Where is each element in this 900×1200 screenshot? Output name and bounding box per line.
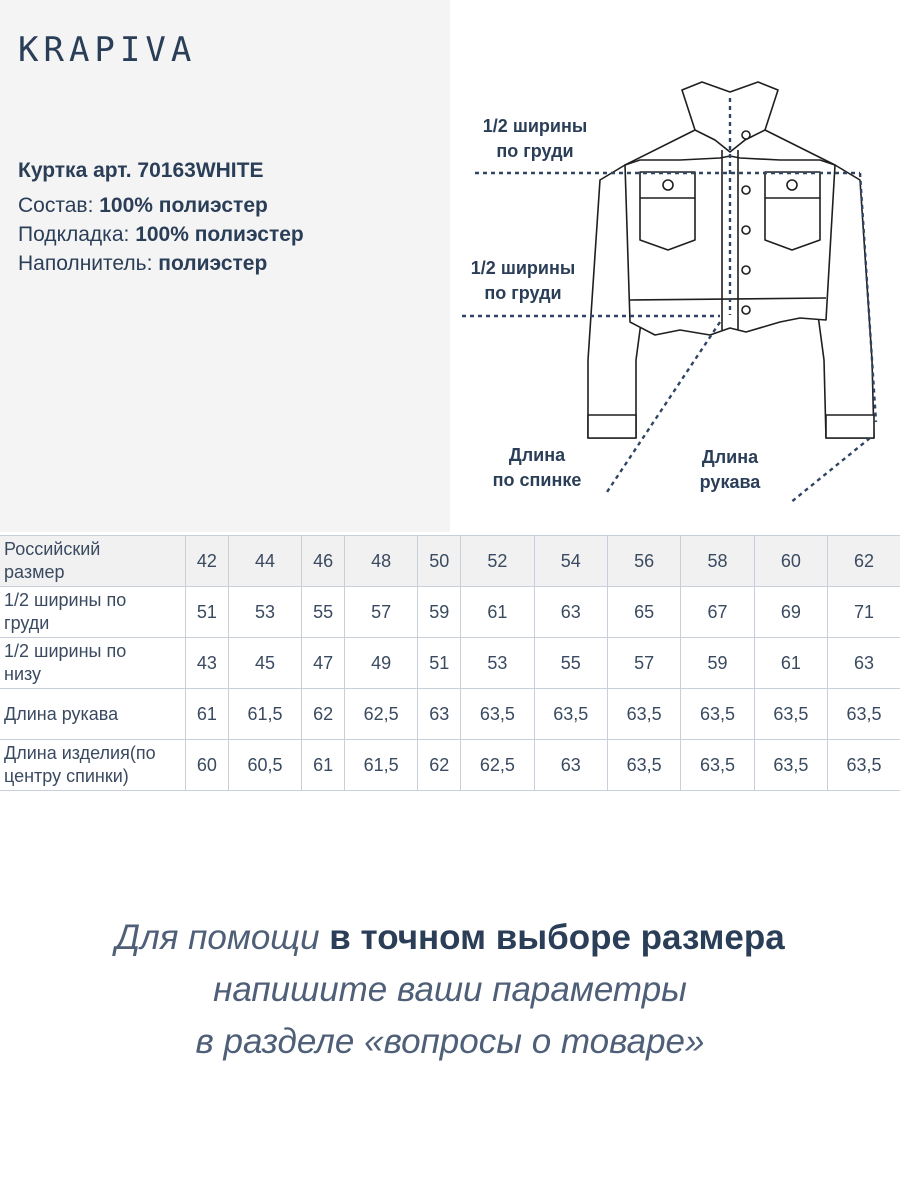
value-cell: 45 xyxy=(228,638,301,689)
value-cell: 63 xyxy=(534,587,607,638)
filling-line: Наполнитель: полиэстер xyxy=(18,252,268,275)
value-cell: 63 xyxy=(418,689,461,740)
value-cell: 43 xyxy=(186,638,229,689)
label-chest-top: 1/2 ширины по груди xyxy=(482,116,588,161)
value-cell: 62 xyxy=(418,740,461,791)
help-line-1: Для помощи в точном выборе размера xyxy=(115,918,785,957)
value-cell: 63,5 xyxy=(828,689,900,740)
value-cell: 59 xyxy=(681,638,754,689)
product-title: Куртка арт. 70163WHITE xyxy=(18,159,264,182)
table-row xyxy=(0,638,900,689)
lining-line: Подкладка: 100% полиэстер xyxy=(18,223,304,246)
size-cell: 44 xyxy=(228,536,301,587)
row-label: Длина рукава xyxy=(0,689,186,740)
size-cell: 62 xyxy=(828,536,900,587)
size-cell: 56 xyxy=(607,536,680,587)
size-cell: 58 xyxy=(681,536,754,587)
composition-value: 100% полиэстер xyxy=(99,194,268,217)
value-cell: 57 xyxy=(345,587,418,638)
value-cell: 61 xyxy=(186,689,229,740)
value-cell: 63,5 xyxy=(607,740,680,791)
value-cell: 51 xyxy=(418,638,461,689)
composition-line: Состав: 100% полиэстер xyxy=(18,194,268,217)
size-cell: 52 xyxy=(461,536,534,587)
table-row xyxy=(0,689,900,740)
filling-value: полиэстер xyxy=(158,252,268,275)
value-cell: 61,5 xyxy=(228,689,301,740)
value-cell: 63,5 xyxy=(461,689,534,740)
value-cell: 65 xyxy=(607,587,680,638)
value-cell: 62 xyxy=(302,689,345,740)
size-cell: 48 xyxy=(345,536,418,587)
value-cell: 61 xyxy=(302,740,345,791)
row-label: 1/2 ширины по низу xyxy=(0,638,186,689)
label-sleeve-length: Длина рукава xyxy=(699,447,761,492)
table-row xyxy=(0,740,900,791)
value-cell: 62,5 xyxy=(461,740,534,791)
size-cell: 50 xyxy=(418,536,461,587)
value-cell: 63,5 xyxy=(754,740,827,791)
value-cell: 62,5 xyxy=(345,689,418,740)
size-table xyxy=(0,535,900,791)
value-cell: 63,5 xyxy=(681,740,754,791)
size-cell: 54 xyxy=(534,536,607,587)
size-cell: 42 xyxy=(186,536,229,587)
row-label: 1/2 ширины по груди xyxy=(0,587,186,638)
size-cell: 46 xyxy=(302,536,345,587)
value-cell: 63 xyxy=(828,638,900,689)
product-info xyxy=(18,156,304,278)
value-cell: 61 xyxy=(461,587,534,638)
value-cell: 63,5 xyxy=(681,689,754,740)
value-cell: 63,5 xyxy=(828,740,900,791)
value-cell: 60 xyxy=(186,740,229,791)
value-cell: 53 xyxy=(461,638,534,689)
value-cell: 63,5 xyxy=(534,689,607,740)
value-cell: 61,5 xyxy=(345,740,418,791)
value-cell: 57 xyxy=(607,638,680,689)
value-cell: 69 xyxy=(754,587,827,638)
value-cell: 63 xyxy=(534,740,607,791)
brand-logo: KRAPIVA xyxy=(18,30,197,70)
help-line-2: напишите ваши параметры xyxy=(213,970,687,1009)
table-row xyxy=(0,587,900,638)
table-header-label: Российский размер xyxy=(0,536,186,587)
value-cell: 67 xyxy=(681,587,754,638)
value-cell: 47 xyxy=(302,638,345,689)
value-cell: 55 xyxy=(302,587,345,638)
value-cell: 55 xyxy=(534,638,607,689)
size-cell: 60 xyxy=(754,536,827,587)
help-text xyxy=(0,912,900,1068)
label-back-length: Длина по спинке xyxy=(492,445,582,490)
table-header-row xyxy=(0,536,900,587)
value-cell: 53 xyxy=(228,587,301,638)
label-chest-bottom: 1/2 ширины по груди xyxy=(470,258,576,303)
value-cell: 63,5 xyxy=(754,689,827,740)
value-cell: 59 xyxy=(418,587,461,638)
value-cell: 63,5 xyxy=(607,689,680,740)
value-cell: 49 xyxy=(345,638,418,689)
value-cell: 71 xyxy=(828,587,900,638)
value-cell: 61 xyxy=(754,638,827,689)
lining-value: 100% полиэстер xyxy=(135,223,304,246)
value-cell: 60,5 xyxy=(228,740,301,791)
jacket-diagram xyxy=(440,60,890,520)
row-label: Длина изделия(по центру спинки) xyxy=(0,740,186,791)
value-cell: 51 xyxy=(186,587,229,638)
help-line-3: в разделе «вопросы о товаре» xyxy=(195,1022,705,1061)
